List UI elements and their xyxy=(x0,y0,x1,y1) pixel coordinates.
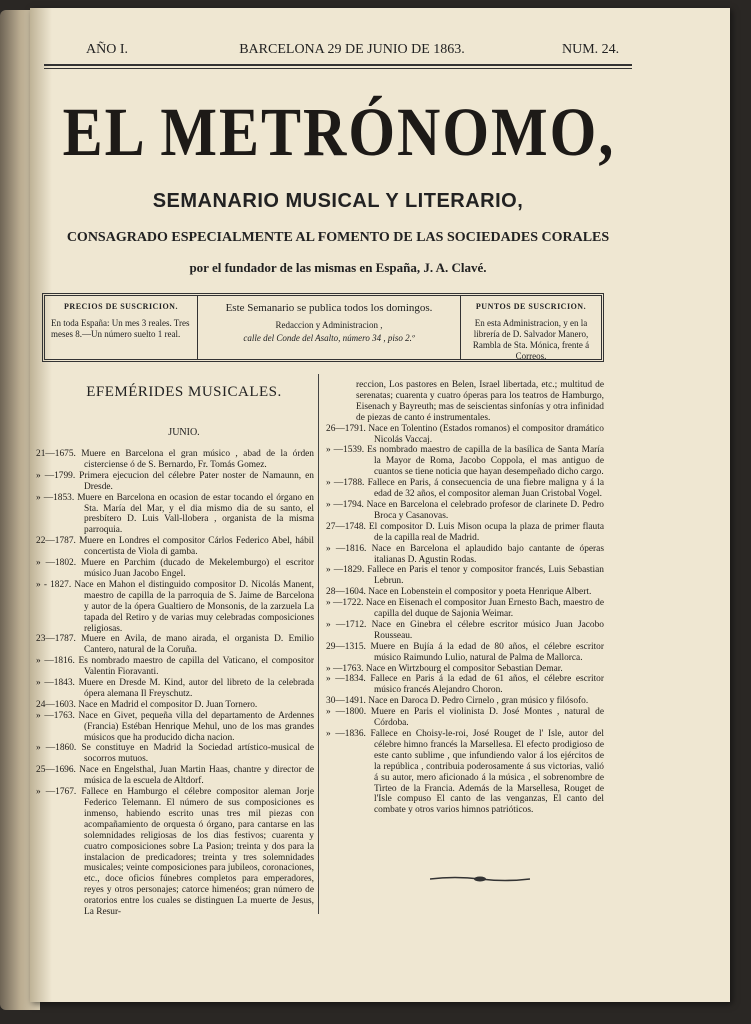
ephemeris-entry: » —1836. Fallece en Choisy-le-roi, José Rouget de l' Isle, autor del célebre himno francés la Marsellesa. El efecto prodigioso de este canto sublime , que infundiendo valor á los ejércitos de la república , contribuia poderosamente á sus victorias, valió á su autor, mero aficionado á la música , el sobrenombre de Tirteo de la Francia. Además de la Marsellesa, Rouget de l'Isle compuso El canto de las venganzas, El canto del combate y otros varios himnos patrióticos. xyxy=(326,729,604,816)
ephemeris-entry: » —1853. Muere en Barcelona en ocasion de estar tocando el órgano en Sta. María del Mar, y el dia mismo dia de su santo, el presbítero D. Luis Vall-llobera , organista de la misma parroquia. xyxy=(36,492,314,536)
ornament-divider xyxy=(430,875,530,883)
editorial-office: Redaccion y Administracion , xyxy=(275,320,383,330)
ephemeris-entry: » —1794. Nace en Barcelona el celebrado profesor de clarinete D. Pedro Broca y Casanovas. xyxy=(326,499,604,521)
ephemeris-entry: 21—1675. Muere en Barcelona el gran músico , abad de la órden cisterciense ó de S. Bernardo, Fr. Tomás Gomez. xyxy=(36,449,314,470)
founder-line: por el fundador de las mismas en España, J. A. Clavé. xyxy=(189,260,487,275)
ephemeris-entry: » —1767. Fallece en Hamburgo el célebre compositor aleman Jorje Federico Telemann. El número de sus composiciones es inmenso, habiendo escrito unas tres mil piezas con acompañamiento de orquesta ó órgano, para cantarse en las solemnidades religiosas de los dias festivos; cuarenta y cuatro composiciones sobre La Pasion; treinta y dos para la instalacion de predicadores; treinta y tres solemnidades musicales; veinte composiciones para jubileos, coronaciones, etc., doce oficios fúnebres completos para emperadores, reyes y otros personajes; catorce himenéos; gran número de oratorios entre los cuales se distinguen La muerte de Jesus, La Resur- xyxy=(36,787,314,918)
prices-panel xyxy=(45,296,198,359)
issue-date: BARCELONA 29 DE JUNIO DE 1863. xyxy=(239,42,465,57)
masthead-title: EL METRÓNOMO, xyxy=(62,93,616,170)
section-title: EFEMÉRIDES MUSICALES. xyxy=(86,384,282,400)
ephemeris-entry: 27—1748. El compositor D. Luis Mison ocupa la plaza de primer flauta de la capilla real de Madrid. xyxy=(326,521,604,543)
ephemeris-entry: » —1799. Primera ejecucion del célebre Pater noster de Namaunn, en Dresde. xyxy=(36,470,314,492)
ephemeris-entry: 22—1787. Muere en Londres el compositor Cárlos Federico Abel, hábil concertista de Viola di gamba. xyxy=(36,536,314,558)
continued-entry: reccion, Los pastores en Belen, Israel libertada, etc.; multitud de serenatas; cuarenta y cuatro óperas para los teatros de Hamburgo, Eisenach y Bayreuth; mas de seiscientas sinfonías y otra infinidad de piezas de canto é instrumentales. xyxy=(356,380,604,423)
ephemeris-entry: » —1843. Muere en Dresde M. Kind, autor del libreto de la celebrada ópera alemana Il Freyschutz. xyxy=(36,678,314,699)
ephemeris-entry: » —1712. Nace en Ginebra el célebre escritor músico Juan Jacobo Rousseau. xyxy=(326,619,604,641)
column-right xyxy=(326,380,604,816)
ephemeris-entry: » —1539. Es nombrado maestro de capilla de la basílica de Santa María la Mayor de Roma, Jacobo Coppola, el mas antiguo de cuantos se tiene noticia que hayan desempeñado dicho cargo. xyxy=(326,445,604,478)
ephemeris-entry: » —1834. Fallece en Paris á la edad de 61 años, el célebre escritor músico francés Alejandro Choron. xyxy=(326,674,604,696)
ephemeris-entry: » —1800. Muere en Paris el violinista D. José Montes , natural de Córdoba. xyxy=(326,707,604,729)
issue-year: AÑO I. xyxy=(86,42,128,57)
ephemeris-entry: » —1829. Fallece en Paris el tenor y compositor francés, Luis Sebastian Lebrun. xyxy=(326,565,604,587)
section-month: JUNIO. xyxy=(168,427,200,438)
prices-text: En toda España: Un mes 3 reales. Tres meses 8.—Un número suelto 1 real. xyxy=(51,318,190,339)
ephemeris-entry: 26—1791. Nace en Tolentino (Estados romanos) el compositor dramático Nicolás Vaccaj. xyxy=(326,423,604,445)
column-left xyxy=(36,449,314,918)
column-divider xyxy=(318,374,319,914)
ephemeris-entry: 30—1491. Nace en Daroca D. Pedro Cirnelo , gran músico y filósofo. xyxy=(326,696,589,707)
office-address: calle del Conde del Asalto, número 34 , piso 2.º xyxy=(243,333,415,343)
dedication: CONSAGRADO ESPECIALMENTE AL FOMENTO DE LAS SOCIEDADES CORALES xyxy=(66,230,610,245)
ephemeris-entry: » —1763. Nace en Wirtzbourg el compositor Sebastian Demar. xyxy=(326,663,563,674)
header-rule-thin xyxy=(44,68,632,69)
ephemeris-entry: » —1788. Fallece en Paris, á consecuencia de una fiebre maligna y á la edad de 32 años, el compositor aleman Juan Cristobal Vogel. xyxy=(326,478,604,500)
header-rule xyxy=(44,64,632,66)
ephemeris-entry: 24—1603. Nace en Madrid el compositor D. Juan Tornero. xyxy=(36,699,258,710)
ephemeris-entry: » - 1827. Nace en Mahon el distinguido compositor D. Nicolás Manent, maestro de capilla de la parroquia de S. Jaime de Barcelona y autor de la ópera Gualtiero de Monsonis, de la zarzuela La tapada del Retiro y de varias muy celebradas composiciones religiosas. xyxy=(36,579,314,634)
points-text: En esta Administracion, y en la librería de D. Salvador Manero, Rambla de Sta. Mónica, frente á Correos. xyxy=(472,318,590,361)
publication-schedule: Este Semanario se publica todos los domingos. xyxy=(225,302,433,314)
points-title: PUNTOS DE SUSCRICION. xyxy=(475,302,587,311)
ephemeris-entry: » —1816. Es nombrado maestro de capilla del Vaticano, el compositor Valentin Fioravanti. xyxy=(36,656,314,678)
issue-number: NUM. 24. xyxy=(562,42,620,57)
publication-panel xyxy=(198,296,461,359)
ephemeris-entry: 23—1787. Muere en Avila, de mano airada, el organista D. Emilio Cantero, natural de la Coruña. xyxy=(36,634,314,656)
ephemeris-entry: » —1860. Se constituye en Madrid la Sociedad artístico-musical de socorros mutuos. xyxy=(36,743,314,765)
ephemeris-entry: 28—1604. Nace en Lobenstein el compositor y poeta Henrique Albert. xyxy=(326,587,592,598)
subtitle: SEMANARIO MUSICAL Y LITERARIO, xyxy=(152,190,524,212)
points-panel xyxy=(461,296,601,359)
ephemeris-entry: 29—1315. Muere en Bujía á la edad de 80 años, el célebre escritor músico Raimundo Lulio, natural de Palma de Mallorca. xyxy=(326,641,604,663)
ephemeris-entry: » —1802. Muere en Parchim (ducado de Mekelemburgo) el escritor músico Juan Jacobo Engel. xyxy=(36,558,314,579)
prices-title: PRECIOS DE SUSCRICION. xyxy=(64,302,178,311)
ephemeris-entry: » —1763. Nace en Givet, pequeña villa del departamento de Ardennes (Francia) Estéban Henrique Mehul, uno de los mas grandes músicos que ha producido dicha nacion. xyxy=(36,710,314,743)
ephemeris-entry: » —1816. Nace en Barcelona el aplaudido bajo cantante de óperas italianas D. Agustin Rodas. xyxy=(326,543,604,565)
ephemeris-entry: » —1722. Nace en Eisenach el compositor Juan Ernesto Bach, maestro de capilla del duque de Sajonia Weimar. xyxy=(326,598,604,620)
subscription-info-box xyxy=(42,293,604,362)
ephemeris-entry: 25—1696. Nace en Engelsthal, Juan Martin Haas, chantre y director de música de la escuela de Altdorf. xyxy=(36,765,314,787)
